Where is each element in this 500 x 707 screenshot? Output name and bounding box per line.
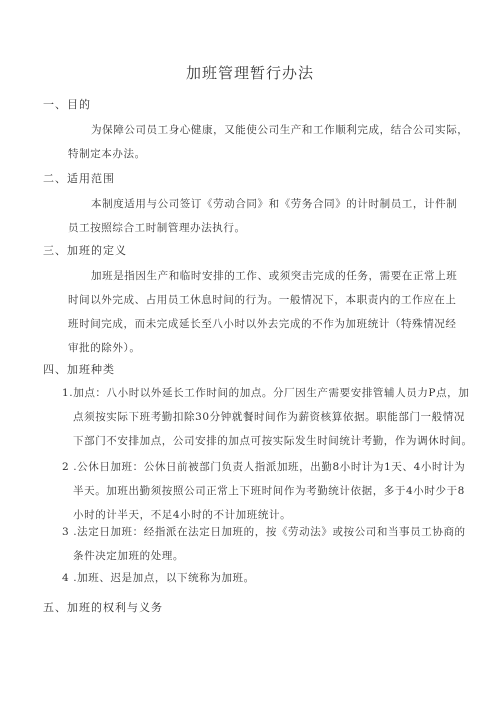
section-heading-types: 四、加班种类 <box>43 363 115 376</box>
paragraph-line: 时间以外完成、占用员工休息时间的行为。一般情况下，本职责内的工作应在上 <box>68 294 457 306</box>
section-heading-rights: 五、加班的权利与义务 <box>43 601 163 614</box>
paragraph-line: 本制度适用与公司签订《劳动合同》和《劳务合同》的计时制员工，计件制 <box>91 198 458 210</box>
list-item-line: 2 .公休日加班：公休日前被部门负责人指派加班，出勤8小时计为1天、4小时计为 <box>62 461 466 473</box>
types-item-weekend <box>62 455 492 527</box>
list-item-line: 条件决定加班的处理。 <box>73 550 184 562</box>
list-item-line: 点须按实际下班考勤扣除30分钟就餐时间作为薪资核算依据。职能部门一般情况 <box>73 411 465 423</box>
list-item-line: 4 .加班、迟是加点，以下统称为加班。 <box>62 572 255 584</box>
section-body-definition <box>68 264 468 360</box>
section-body-scope <box>68 192 468 240</box>
paragraph-line: 特制定本办法。 <box>68 148 146 160</box>
list-item-line: 下部门不安排加点，公司安排的加点可按实际发生时间统计考勤，作为调休时间。 <box>73 435 473 447</box>
paragraph-line: 审批的除外）。 <box>68 342 141 354</box>
section-heading-definition: 三、加班的定义 <box>43 244 127 257</box>
types-item-overtime-hours <box>62 381 492 453</box>
paragraph-line: 班时间完成，而未完成延长至八小时以外去完成的不作为加班统计（特殊情况经 <box>68 318 457 330</box>
paragraph-line: 为保障公司员工身心健康，又能使公司生产和工作顺利完成，结合公司实际， <box>91 124 469 136</box>
list-item-line: 半天。加班出勤须按照公司正常上下班时间作为考勤统计依据，多于4小时少于8 <box>73 485 465 497</box>
list-item-line: 1.加点：八小时以外延长工作时间的加点。分厂因生产需要安排管辅人员力P点，加 <box>62 387 470 399</box>
section-heading-scope: 二、适用范围 <box>43 172 115 185</box>
section-heading-purpose: 一、目的 <box>43 98 91 111</box>
types-item-summary <box>62 566 492 590</box>
paragraph-line: 员工按照综合工时制管理办法执行。 <box>68 222 246 234</box>
list-item-line: 小时的计半天，不足4小时的不计加班统计。 <box>73 509 292 521</box>
section-body-purpose <box>68 118 468 166</box>
document-title: 加班管理暂行办法 <box>185 64 314 82</box>
paragraph-line: 加班是指因生产和临时安排的工作、或须突击完成的任务，需要在正常上班 <box>91 270 458 282</box>
types-item-holiday <box>62 520 492 568</box>
list-item-line: 3 .法定日加班：经指派在法定日加班的，按《劳动法》或按公司和当事员工协商的 <box>62 526 466 538</box>
